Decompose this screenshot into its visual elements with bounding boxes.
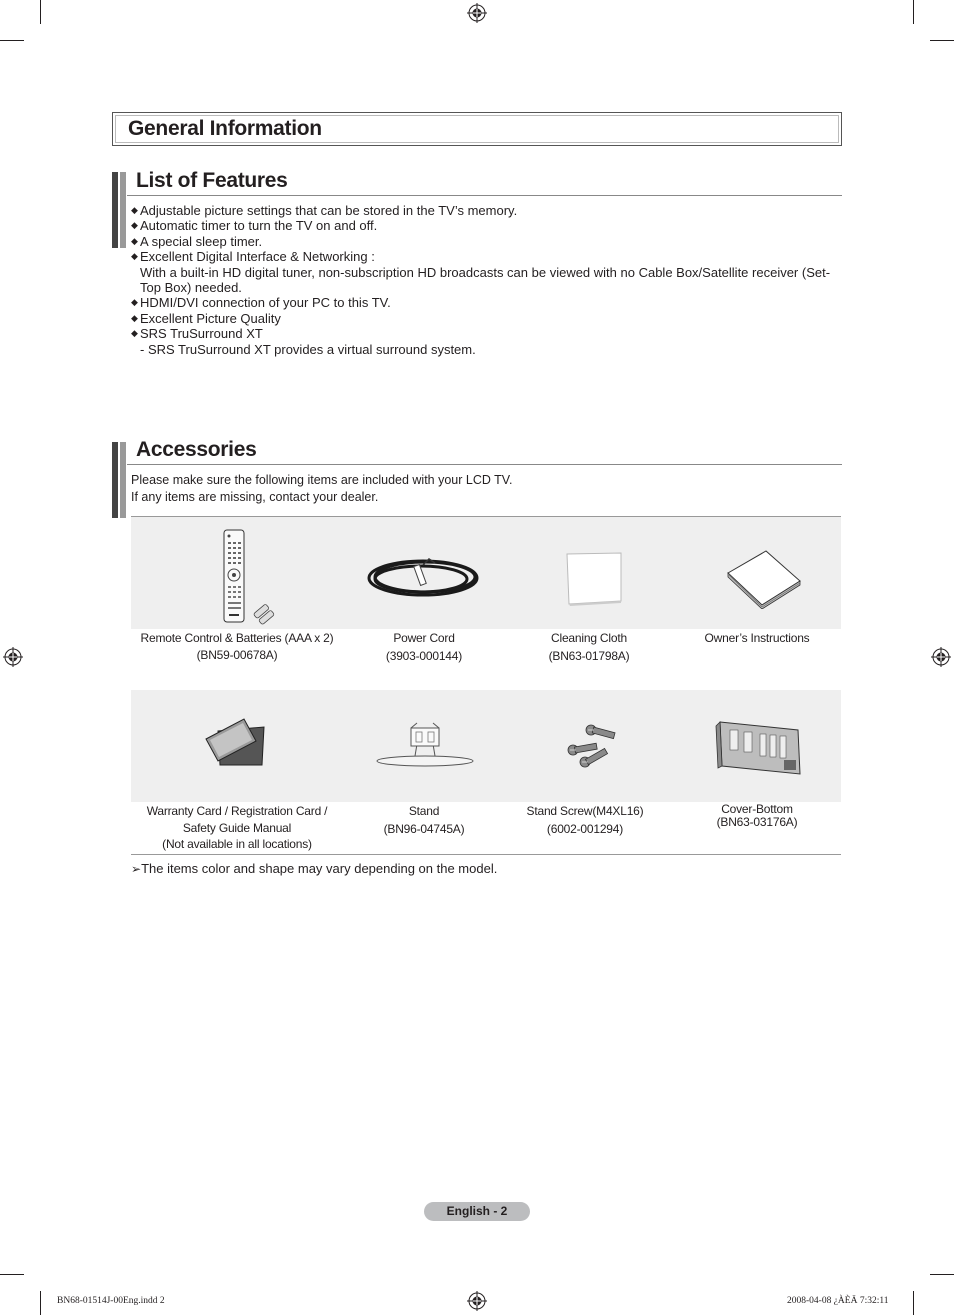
accessory-caption: Stand Screw(M4XL16) (6002-001294)	[526, 804, 644, 836]
accessory-caption: Owner’s Instructions	[704, 631, 810, 645]
page-number-badge: English - 2	[424, 1202, 530, 1221]
registration-mark-icon	[467, 1291, 487, 1311]
features-title: List of Features	[136, 169, 288, 192]
chapter-title-box	[112, 112, 842, 146]
divider	[131, 854, 841, 855]
list-item: ◆ Excellent Picture Quality	[131, 310, 281, 326]
note-arrow-icon: ➢	[131, 862, 142, 876]
accessory-caption: Remote Control & Batteries (AAA x 2) (BN59-00678A)	[140, 631, 334, 662]
file-name: BN68-01514J-00Eng.indd 2	[57, 1296, 165, 1306]
registration-mark-icon	[931, 647, 951, 667]
list-item: ◆ A special sleep timer.	[131, 233, 263, 249]
registration-mark-icon	[3, 647, 23, 667]
crop-mark	[40, 1291, 41, 1315]
accessory-caption: Cover-Bottom (BN63-03176A)	[716, 802, 798, 829]
list-item-detail: - SRS TruSurround XT provides a virtual surround system.	[140, 341, 476, 357]
accessories-intro: Please make sure the following items are included with your LCD TV. If any items are missing, contact your dealer.	[131, 473, 513, 504]
diamond-bullet-icon: ◆	[131, 220, 138, 231]
diamond-bullet-icon: ◆	[131, 235, 138, 246]
diamond-bullet-icon: ◆	[131, 297, 138, 308]
section-bar	[112, 442, 126, 518]
screws-icon	[565, 722, 625, 770]
list-item-detail: With a built-in HD digital tuner, non-subscription HD broadcasts can be viewed with no Cable Box/Satellite receiver (Set-Top Box) needed.	[140, 264, 831, 296]
warranty-card-icon	[204, 717, 266, 767]
remote-control-icon	[218, 528, 278, 626]
list-item: ◆ Excellent Digital Interface & Networking : With a built-in HD digital tuner, non-subscription HD broadcasts can be viewed with no Cable Box/Satellite receiver (Set-Top Box) needed.	[131, 249, 841, 295]
registration-mark-icon	[467, 3, 487, 23]
print-timestamp: 2008-04-08 ¿ÀÈÄ 7:32:11	[787, 1296, 889, 1306]
cleaning-cloth-icon	[563, 551, 625, 607]
diamond-bullet-icon: ◆	[131, 251, 138, 262]
crop-mark	[40, 0, 41, 24]
accessory-caption: Warranty Card / Registration Card / Safety Guide Manual (Not available in all locations)	[146, 804, 328, 851]
list-item: ◆ Automatic timer to turn the TV on and off.	[131, 218, 378, 234]
list-item: ◆ SRS TruSurround XT - SRS TruSurround XT provides a virtual surround system.	[131, 326, 841, 357]
note: ➢The items color and shape may vary depending on the model.	[131, 861, 498, 876]
diamond-bullet-icon: ◆	[131, 312, 138, 323]
power-cord-icon	[365, 555, 483, 601]
crop-mark	[930, 1274, 954, 1275]
cover-bottom-icon	[714, 716, 802, 778]
crop-mark	[0, 1274, 24, 1275]
accessories-rule	[127, 464, 842, 465]
chapter-title: General Information	[128, 117, 322, 140]
features-rule	[127, 195, 842, 196]
section-bar	[112, 172, 126, 248]
crop-mark	[913, 0, 914, 24]
accessory-caption: Stand (BN96-04745A)	[383, 804, 465, 836]
diamond-bullet-icon: ◆	[131, 328, 138, 339]
accessory-caption: Power Cord (3903-000144)	[385, 631, 463, 663]
crop-mark	[0, 40, 24, 41]
features-list	[131, 203, 841, 357]
crop-mark	[913, 1291, 914, 1315]
accessory-caption: Cleaning Cloth (BN63-01798A)	[548, 631, 630, 663]
list-item: ◆ HDMI/DVI connection of your PC to this TV.	[131, 295, 391, 311]
crop-mark	[930, 40, 954, 41]
accessories-title: Accessories	[136, 438, 257, 461]
diamond-bullet-icon: ◆	[131, 205, 138, 215]
manual-icon	[726, 549, 802, 609]
stand-icon	[375, 722, 475, 768]
list-item: ◆ Adjustable picture settings that can be stored in the TV’s memory.	[131, 203, 518, 218]
